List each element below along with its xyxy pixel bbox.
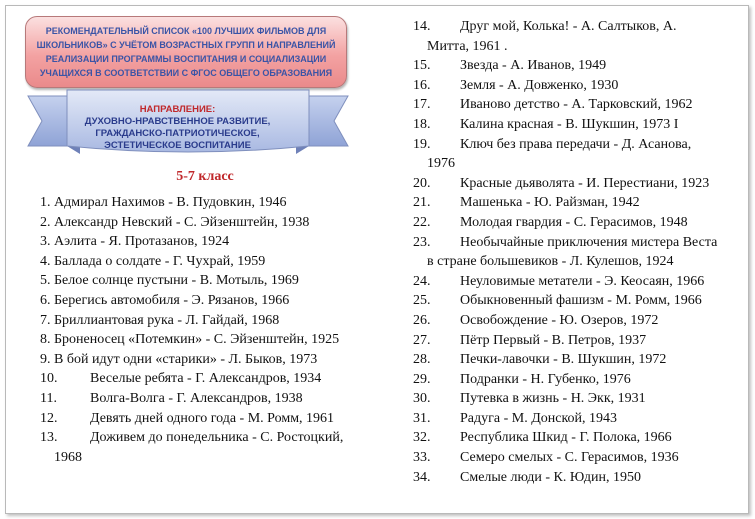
film-list-item <box>413 448 743 468</box>
film-list-number: 21. <box>413 195 431 211</box>
direction-line-1: ДУХОВНО-НРАВСТВЕННОЕ РАЗВИТИЕ, <box>84 116 271 127</box>
film-list-text: Семеро смелых - С. Герасимов, 1936 <box>460 450 679 466</box>
film-list-item <box>40 330 370 350</box>
film-list-number: 26. <box>413 312 431 328</box>
film-list-item <box>40 389 370 409</box>
film-list-number: 17. <box>413 97 431 113</box>
film-list-item <box>413 370 743 390</box>
film-list-text-continuation: 1976 <box>427 156 455 172</box>
film-list-number: 6. <box>40 292 51 308</box>
film-list-text: Земля - А. Довженко, 1930 <box>460 77 619 93</box>
film-list-item <box>413 409 743 429</box>
film-list-number: 1. <box>40 195 51 210</box>
film-list-left <box>40 193 370 467</box>
film-list-item <box>413 350 743 370</box>
film-list-number: 11. <box>40 390 57 406</box>
film-list-item <box>40 252 370 272</box>
film-list-text: Подранки - Н. Губенко, 1976 <box>460 371 631 387</box>
film-list-item <box>40 369 370 389</box>
film-list-item <box>413 272 743 292</box>
film-list-text: Калина красная - В. Шукшин, 1973 I <box>460 116 679 132</box>
film-list-item <box>413 233 743 253</box>
film-list-text: Радуга - М. Донской, 1943 <box>460 410 618 426</box>
film-list-item <box>413 428 743 448</box>
film-list-item <box>413 193 743 213</box>
film-list-number: 13. <box>40 430 58 446</box>
direction-header: НАПРАВЛЕНИЕ: <box>139 104 216 115</box>
film-list-text-continuation: в стране большевиков - Л. Кулешов, 1924 <box>427 254 674 270</box>
film-list-item <box>413 213 743 233</box>
film-list-number: 15. <box>413 58 431 74</box>
film-list-text: Печки-лавочки - В. Шукшин, 1972 <box>460 352 667 368</box>
film-list-text-continuation: Митта, 1961 . <box>427 38 508 54</box>
film-list-text: Ключ без права передачи - Д. Асанова, <box>460 136 692 152</box>
film-list-number: 18. <box>413 116 431 132</box>
film-list-text: Пётр Первый - В. Петров, 1937 <box>460 332 647 348</box>
film-list-item <box>413 331 743 351</box>
film-list-number: 31. <box>413 410 431 426</box>
film-list-text: Бриллиантовая рука - Л. Гайдай, 1968 <box>54 312 280 328</box>
film-list-text: Александр Невский - С. Эйзенштейн, 1938 <box>54 214 310 230</box>
film-list-text: Республика Шкид - Г. Полока, 1966 <box>460 430 672 446</box>
film-list-item <box>413 311 743 331</box>
film-list-text: Машенька - Ю. Райзман, 1942 <box>460 195 640 211</box>
film-list-number: 7. <box>40 312 51 328</box>
film-list-number: 25. <box>413 293 431 309</box>
film-list-item <box>413 174 743 194</box>
film-list-item <box>413 17 743 37</box>
film-list-number: 24. <box>413 273 431 289</box>
film-list-item <box>40 409 370 429</box>
film-list-item <box>413 135 743 155</box>
film-list-item <box>413 76 743 96</box>
film-list-text: Девять дней одного года - М. Ромм, 1961 <box>90 410 335 426</box>
film-list-text-continuation: 1968 <box>54 449 82 465</box>
direction-line-2: ГРАЖДАНСКО-ПАТРИОТИЧЕСКОЕ, <box>95 128 260 139</box>
film-list-number: 12. <box>40 410 58 426</box>
film-list-text: Звезда - А. Иванов, 1949 <box>460 58 607 74</box>
film-list-text: Баллада о солдате - Г. Чухрай, 1959 <box>54 253 266 269</box>
film-list-number: 8. <box>40 332 51 348</box>
film-list-item <box>40 350 370 370</box>
film-list-text: Веселые ребята - Г. Александров, 1934 <box>90 371 322 387</box>
grade-label: 5-7 класс <box>176 169 234 184</box>
film-list-item <box>413 291 743 311</box>
film-list-number: 3. <box>40 234 51 250</box>
film-list-number: 10. <box>40 371 58 387</box>
film-list-number: 22. <box>413 214 431 230</box>
film-list-text: Адмирал Нахимов - В. Пудовкин, 1946 <box>54 195 287 210</box>
film-list-number: 4. <box>40 253 51 269</box>
film-list-item <box>413 468 743 488</box>
film-list-text: Доживем до понедельника - С. Ростоцкий, <box>90 430 344 446</box>
film-list-number: 19. <box>413 136 431 152</box>
film-list-text: Берегись автомобиля - Э. Рязанов, 1966 <box>54 292 290 308</box>
film-list-item <box>40 428 370 448</box>
film-list-text: Необычайные приключения мистера Веста <box>460 234 718 250</box>
film-list-item <box>40 271 370 291</box>
film-list-number: 30. <box>413 391 431 407</box>
film-list-number: 16. <box>413 77 431 93</box>
direction-line-3: ЭСТЕТИЧЕСКОЕ ВОСПИТАНИЕ <box>104 140 251 151</box>
direction-text <box>55 104 300 152</box>
film-list-text: Аэлита - Я. Протазанов, 1924 <box>54 234 230 250</box>
title-banner <box>25 16 347 88</box>
film-list-text: Волга-Волга - Г. Александров, 1938 <box>90 390 303 406</box>
film-list-number: 14. <box>413 19 431 34</box>
film-list-text: Иваново детство - А. Тарковский, 1962 <box>460 97 693 113</box>
film-list-number: 27. <box>413 332 431 348</box>
film-list-right <box>413 17 743 487</box>
film-list-number: 2. <box>40 214 51 230</box>
film-list-number: 33. <box>413 450 431 466</box>
film-list-text: Белое солнце пустыни - В. Мотыль, 1969 <box>54 273 299 289</box>
film-list-number: 23. <box>413 234 431 250</box>
film-list-text: В бой идут одни «старики» - Л. Быков, 1973 <box>54 351 318 367</box>
film-list-item <box>413 56 743 76</box>
film-list-item <box>40 232 370 252</box>
film-list-item <box>40 213 370 233</box>
film-list-text: Неуловимые метатели - Э. Кеосаян, 1966 <box>460 273 705 289</box>
film-list-text: Освобождение - Ю. Озеров, 1972 <box>460 312 659 328</box>
film-list-number: 9. <box>40 351 51 367</box>
film-list-item <box>40 193 370 213</box>
film-list-item <box>413 389 743 409</box>
film-list-number: 28. <box>413 352 431 368</box>
title-banner-text: РЕКОМЕНДАТЕЛЬНЫЙ СПИСОК «100 ЛУЧШИХ ФИЛЬМОВ ДЛЯ ШКОЛЬНИКОВ» С УЧЁТОМ ВОЗРАСТНЫХ ГРУПП И НАПРАВЛЕНИЙ РЕАЛИЗАЦИИ ПРОГРАММЫ ВОСПИТАНИЯ И СОЦИАЛИЗАЦИИ УЧАЩИХСЯ В СООТВЕТСТВИИ С ФГОС ОБЩЕГО ОБРАЗОВАНИЯ <box>36 26 336 78</box>
film-list-item <box>40 291 370 311</box>
film-list-number: 32. <box>413 430 431 446</box>
film-list-text: Красные дьяволята - И. Перестиани, 1923 <box>460 175 710 191</box>
film-list-text: Молодая гвардия - С. Герасимов, 1948 <box>460 214 688 230</box>
film-list-number: 29. <box>413 371 431 387</box>
film-list-text: Смелые люди - К. Юдин, 1950 <box>460 469 642 485</box>
film-list-item <box>413 95 743 115</box>
film-list-text: Друг мой, Колька! - А. Салтыков, А. <box>460 19 677 34</box>
film-list-number: 34. <box>413 469 431 485</box>
film-list-text: Обыкновенный фашизм - М. Ромм, 1966 <box>460 293 702 309</box>
film-list-number: 20. <box>413 175 431 191</box>
film-list-item <box>413 115 743 135</box>
film-list-text: Путевка в жизнь - Н. Экк, 1931 <box>460 391 646 407</box>
film-list-number: 5. <box>40 273 51 289</box>
film-list-text: Броненосец «Потемкин» - С. Эйзенштейн, 1925 <box>54 332 340 348</box>
film-list-item <box>40 311 370 331</box>
